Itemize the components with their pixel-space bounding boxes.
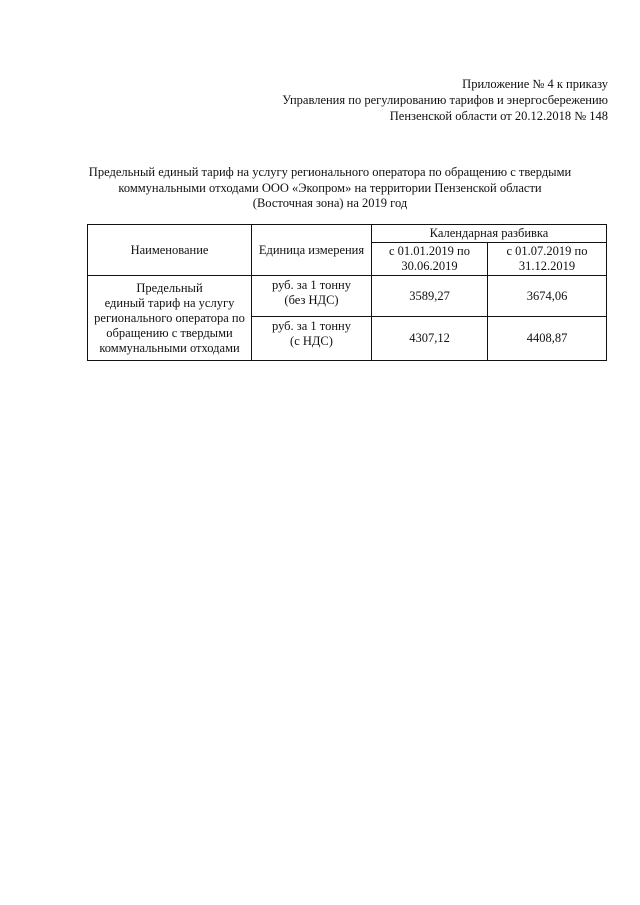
document-title: [60, 165, 600, 212]
tariff-name-line-4: обращению с твердыми: [106, 325, 233, 340]
tariff-name-line-5: коммунальными отходами: [99, 340, 240, 355]
unit-with-vat-line-2: (с НДС): [290, 334, 333, 348]
value-with-vat-period-2: 4408,87: [488, 317, 607, 361]
tariff-name-line-3: регионального оператора по: [94, 310, 245, 325]
header-period-2: [488, 243, 607, 276]
header-period-1: [372, 243, 488, 276]
tariff-name-line-1: Предельный: [136, 280, 203, 295]
unit-cell-no-vat: [252, 276, 372, 317]
appendix-block: [282, 76, 608, 124]
tariff-name-cell: [88, 276, 252, 361]
appendix-line-3: Пензенской области от 20.12.2018 № 148: [389, 109, 608, 123]
title-line-1: Предельный единый тариф на услугу регионального оператора по обращению с твердыми: [88, 165, 572, 179]
header-period-1-line-1: с 01.01.2019 по: [389, 244, 470, 258]
appendix-line-2: Управления по регулированию тарифов и энергосбережению: [282, 93, 608, 107]
unit-cell-with-vat: [252, 317, 372, 361]
title-line-2: коммунальными отходами ООО «Экопром» на территории Пензенской области: [118, 180, 542, 195]
value-no-vat-period-2: 3674,06: [488, 276, 607, 317]
header-period-2-line-1: с 01.07.2019 по: [506, 244, 588, 258]
value-with-vat-period-1: 4307,12: [372, 317, 488, 361]
header-name: Наименование: [88, 225, 252, 276]
title-line-3: (Восточная зона) на 2019 год: [252, 196, 408, 210]
header-period-1-line-2: 30.06.2019: [401, 259, 458, 273]
value-no-vat-period-1: 3589,27: [372, 276, 488, 317]
header-unit: Единица измерения: [252, 225, 372, 276]
unit-with-vat-line-1: руб. за 1 тонну: [272, 319, 351, 333]
unit-no-vat-line-1: руб. за 1 тонну: [272, 278, 351, 292]
unit-no-vat-line-2: (без НДС): [284, 293, 339, 307]
table-header-row: [88, 225, 607, 243]
tariff-name-line-2: единый тариф на услугу: [104, 295, 235, 310]
table-row: [88, 276, 607, 317]
header-period-2-line-2: 31.12.2019: [518, 259, 576, 273]
header-calendar: Календарная разбивка: [372, 225, 607, 243]
tariff-table: [87, 224, 607, 361]
appendix-line-1: Приложение № 4 к приказу: [462, 77, 608, 91]
